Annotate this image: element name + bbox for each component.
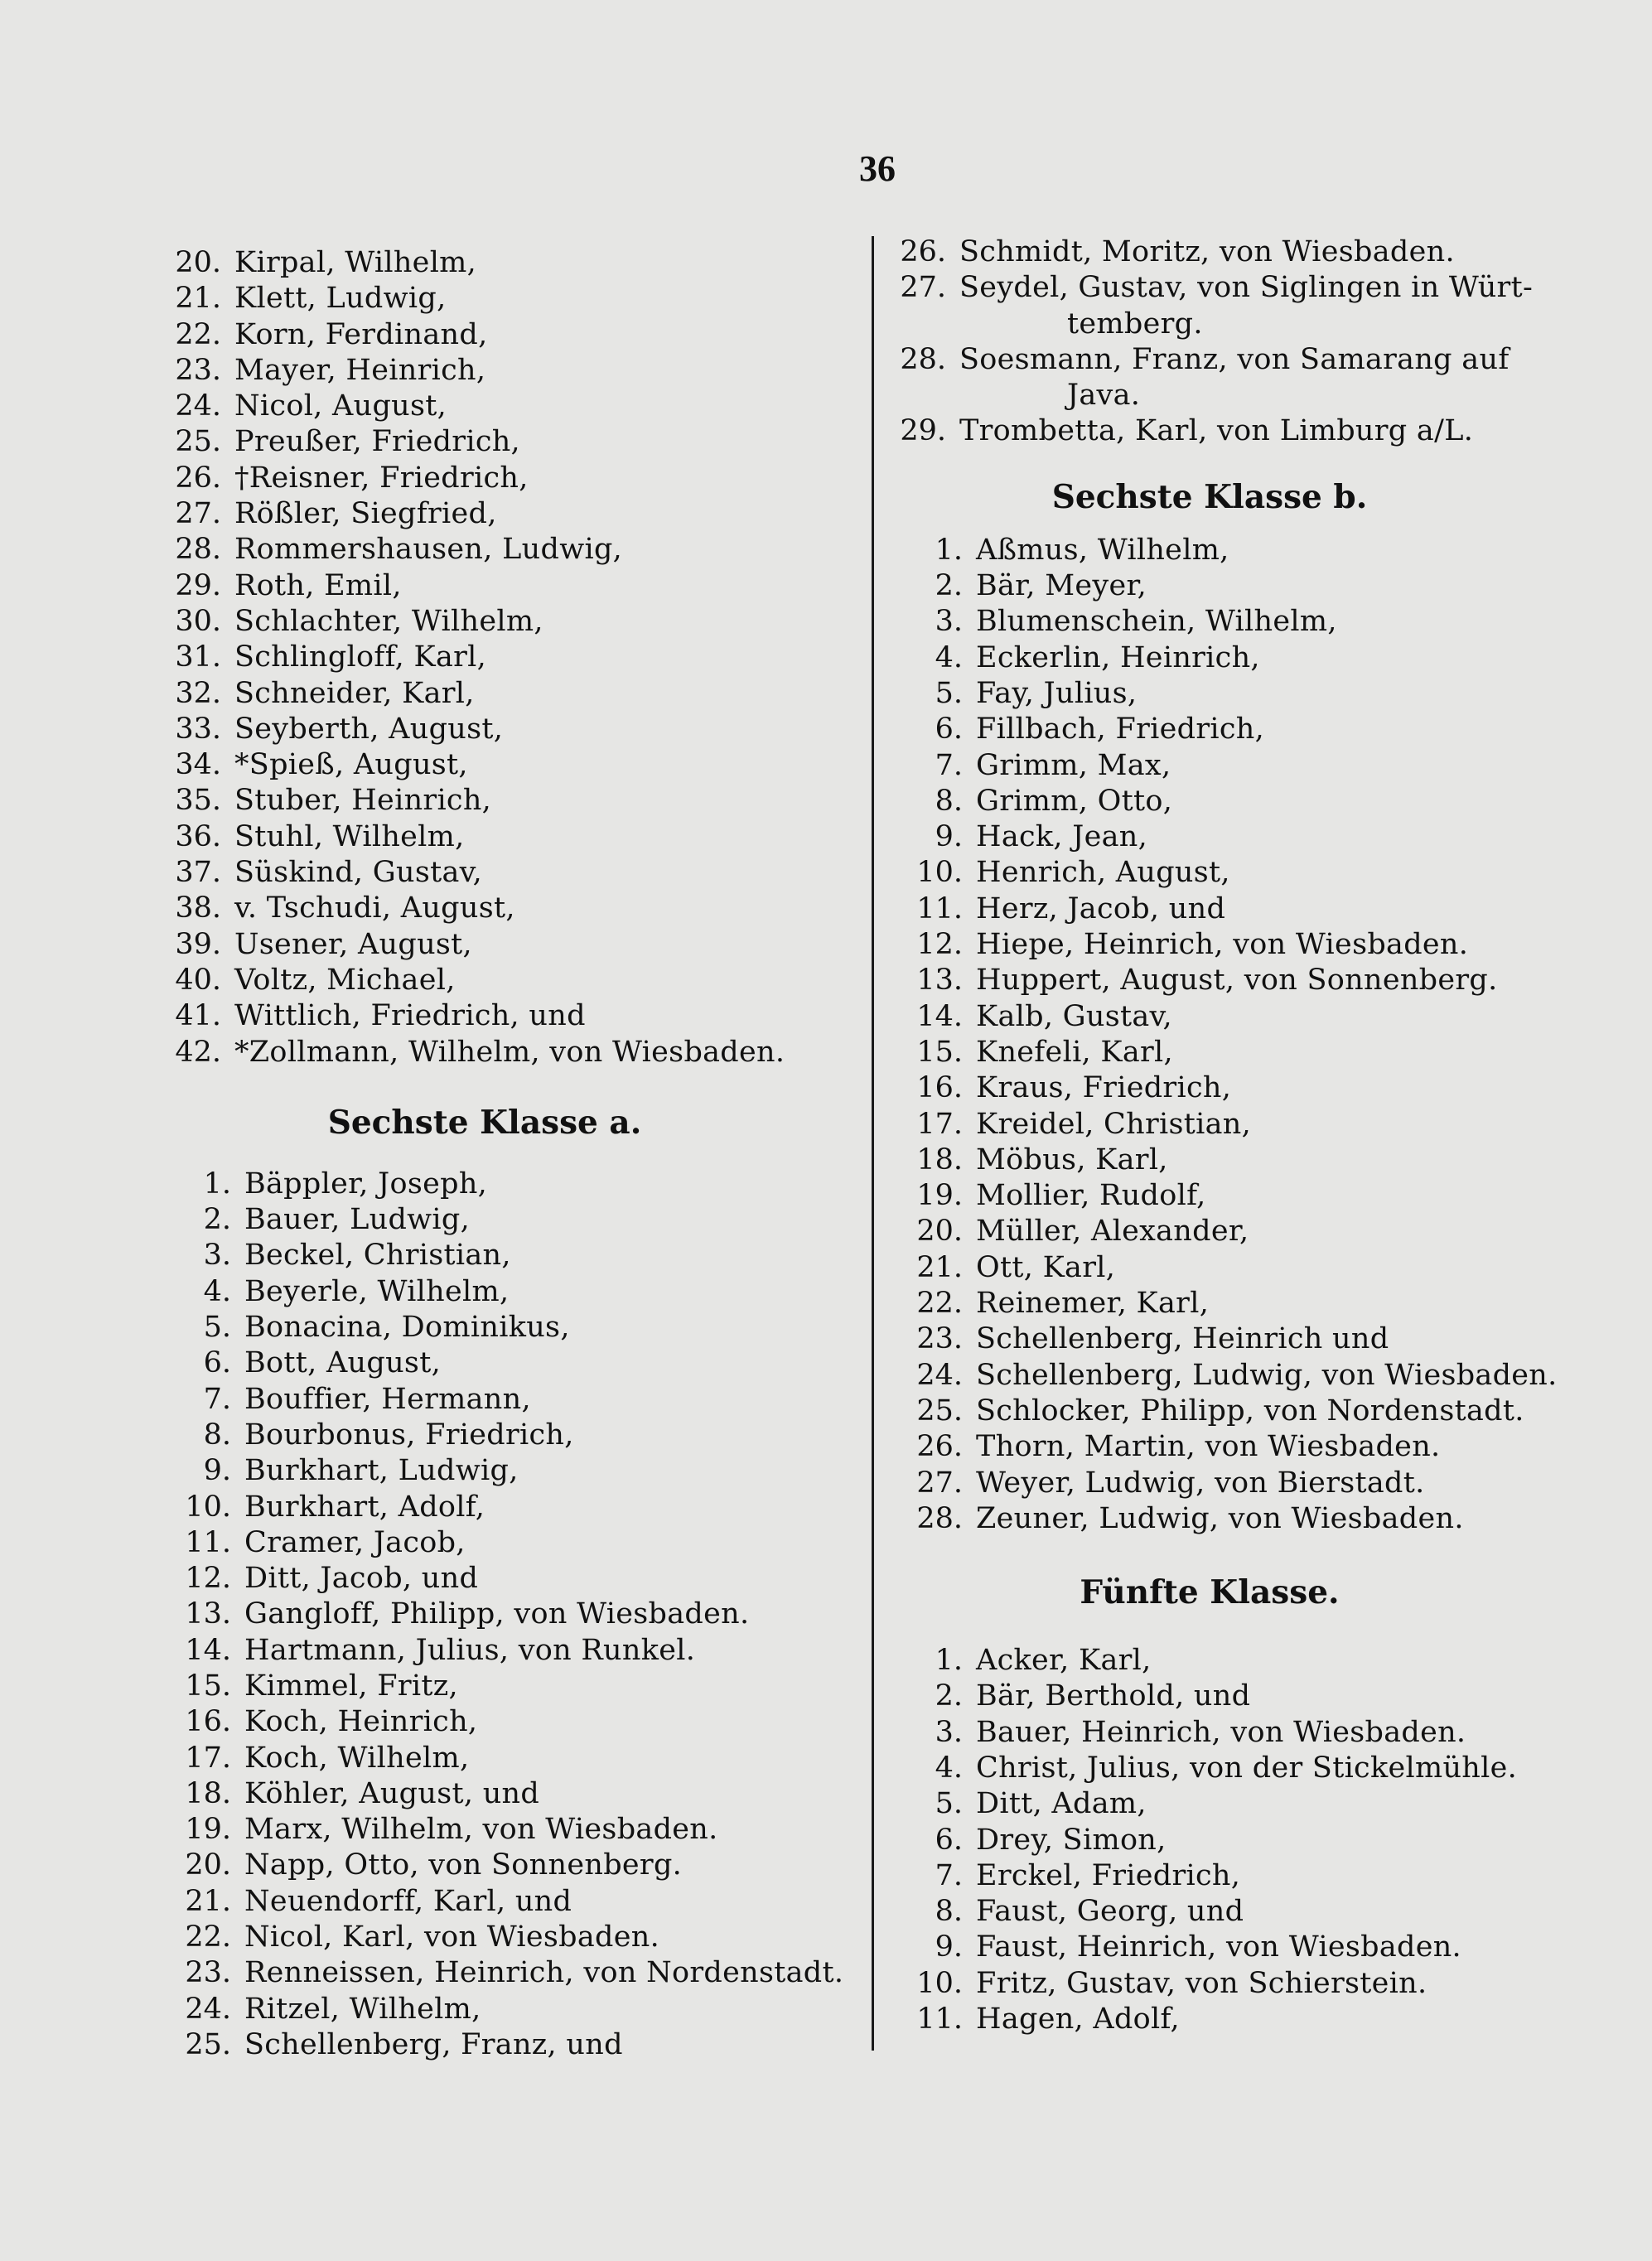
list-item — [911, 676, 1607, 712]
item-name: Bott, August, — [244, 1346, 441, 1380]
item-name: Fay, Julius, — [976, 676, 1138, 710]
item-name: Napp, Otto, von Sonnenberg. — [244, 1848, 683, 1882]
item-number: 3. — [935, 1715, 963, 1749]
section-heading-fuenfte-klasse: Fünfte Klasse. — [1080, 1573, 1340, 1612]
item-number: 16. — [916, 1071, 963, 1105]
item-number: 1. — [203, 1167, 231, 1201]
list-item — [895, 270, 1607, 306]
list-item — [170, 496, 866, 532]
list-item — [180, 1955, 866, 1991]
item-name: *Zollmann, Wilhelm, von Wiesbaden. — [234, 1035, 785, 1069]
list-item — [180, 1633, 866, 1669]
item-number: 14. — [185, 1633, 231, 1667]
item-number: 23. — [185, 1956, 231, 1990]
list-item — [170, 747, 866, 783]
item-name: Java. — [1067, 379, 1141, 413]
item-name: Erckel, Friedrich, — [976, 1858, 1241, 1892]
list-item — [911, 927, 1607, 963]
item-name: Usener, August, — [234, 927, 472, 961]
item-name: Marx, Wilhelm, von Wiesbaden. — [244, 1813, 718, 1847]
item-number: 14. — [916, 999, 963, 1033]
item-name: Schlingloff, Karl, — [234, 640, 487, 674]
item-name: Bär, Meyer, — [976, 569, 1147, 603]
list-item — [170, 712, 866, 747]
item-name: Mayer, Heinrich, — [234, 353, 486, 387]
list-item — [911, 1894, 1607, 1930]
list-item — [180, 1167, 866, 1202]
list-item — [895, 378, 1607, 413]
item-number: 9. — [935, 1930, 963, 1964]
list-item — [170, 568, 866, 604]
item-number: 10. — [916, 856, 963, 890]
item-number: 28. — [175, 533, 221, 567]
list-item — [180, 1704, 866, 1740]
list-item — [911, 1823, 1607, 1858]
list-item — [911, 1178, 1607, 1214]
item-name: Weyer, Ludwig, von Bierstadt. — [976, 1466, 1425, 1500]
item-name: Renneissen, Heinrich, von Nordenstadt. — [244, 1956, 844, 1990]
item-number: 21. — [175, 282, 221, 316]
item-name: Grimm, Otto, — [976, 784, 1173, 818]
item-number: 29. — [175, 568, 221, 602]
item-name: v. Tschudi, August, — [234, 891, 515, 925]
list-item — [895, 342, 1607, 378]
list-item — [911, 1286, 1607, 1321]
item-number: 22. — [185, 1920, 231, 1954]
right-section-5-list — [911, 1643, 1607, 2037]
item-name: Rommershausen, Ludwig, — [234, 533, 623, 567]
list-item — [895, 413, 1607, 449]
list-item — [911, 1358, 1607, 1394]
item-number: 21. — [916, 1250, 963, 1284]
list-item — [911, 784, 1607, 819]
item-name: Koch, Heinrich, — [244, 1705, 478, 1739]
list-item — [180, 1741, 866, 1776]
list-item — [180, 1274, 866, 1310]
item-name: Hagen, Adolf, — [976, 2003, 1180, 2036]
list-item — [911, 568, 1607, 604]
item-number: 2. — [935, 1679, 963, 1713]
list-item — [911, 855, 1607, 891]
list-item — [170, 281, 866, 316]
item-number: 11. — [916, 891, 963, 925]
item-name: Fillbach, Friedrich, — [976, 713, 1265, 746]
item-number: 27. — [900, 271, 946, 305]
list-item — [170, 532, 866, 568]
right-section-b-list — [911, 533, 1607, 1537]
list-item — [170, 317, 866, 353]
item-number: 36. — [175, 819, 221, 853]
item-number: 28. — [916, 1501, 963, 1535]
item-name: Gangloff, Philipp, von Wiesbaden. — [244, 1597, 750, 1631]
item-name: Blumenschein, Wilhelm, — [976, 605, 1337, 639]
item-name: Burkhart, Ludwig, — [244, 1454, 519, 1488]
list-item — [170, 819, 866, 855]
list-item — [911, 1321, 1607, 1357]
item-number: 27. — [916, 1466, 963, 1500]
item-name: Müller, Alexander, — [976, 1215, 1249, 1249]
item-name: Bär, Berthold, und — [976, 1679, 1251, 1713]
item-number: 4. — [935, 1751, 963, 1785]
list-item — [911, 1250, 1607, 1286]
item-name: Neuendorff, Karl, und — [244, 1884, 572, 1918]
item-name: Bauer, Ludwig, — [244, 1203, 471, 1237]
item-name: Süskind, Gustav, — [234, 856, 483, 890]
list-item — [180, 1345, 866, 1381]
item-number: 7. — [203, 1382, 231, 1416]
item-number: 19. — [916, 1179, 963, 1213]
list-item — [170, 245, 866, 281]
item-number: 35. — [175, 784, 221, 818]
item-name: Bauer, Heinrich, von Wiesbaden. — [976, 1715, 1466, 1749]
item-name: Rößler, Siegfried, — [234, 497, 497, 531]
list-item — [911, 1143, 1607, 1178]
item-name: Schlocker, Philipp, von Nordenstadt. — [976, 1394, 1524, 1428]
list-item — [170, 461, 866, 496]
item-number: 5. — [203, 1311, 231, 1345]
item-name: Preußer, Friedrich, — [234, 425, 520, 459]
item-number: 4. — [935, 640, 963, 674]
list-item — [180, 1848, 866, 1883]
list-item — [170, 1035, 866, 1070]
list-item — [170, 963, 866, 998]
item-number: 24. — [175, 389, 221, 423]
list-item — [911, 1070, 1607, 1106]
item-name: Stuhl, Wilhelm, — [234, 819, 465, 853]
item-name: †Reisner, Friedrich, — [234, 461, 529, 495]
section-heading-sechste-klasse-a: Sechste Klasse a. — [327, 1103, 642, 1142]
item-number: 6. — [935, 1823, 963, 1857]
item-number: 25. — [175, 425, 221, 459]
section-heading-sechste-klasse-b: Sechste Klasse b. — [1051, 477, 1368, 516]
item-number: 17. — [916, 1107, 963, 1141]
item-name: Christ, Julius, von der Stickelmühle. — [976, 1751, 1518, 1785]
list-item — [911, 1643, 1607, 1679]
item-name: Drey, Simon, — [976, 1823, 1167, 1857]
item-name: Roth, Emil, — [234, 568, 402, 602]
list-item — [180, 1202, 866, 1238]
list-item — [180, 1418, 866, 1453]
column-rule — [872, 236, 874, 2051]
list-item — [170, 389, 866, 424]
item-number: 8. — [935, 1895, 963, 1929]
item-number: 30. — [175, 604, 221, 638]
item-name: Seyberth, August, — [234, 712, 504, 746]
item-number: 5. — [935, 1787, 963, 1821]
item-name: Reinemer, Karl, — [976, 1287, 1210, 1321]
item-number: 8. — [935, 784, 963, 818]
list-item — [895, 234, 1607, 270]
item-name: Stuber, Heinrich, — [234, 784, 492, 818]
list-item — [911, 1501, 1607, 1537]
item-number: 28. — [900, 342, 946, 376]
item-number: 25. — [916, 1394, 963, 1428]
list-item — [911, 533, 1607, 568]
item-number: 6. — [935, 713, 963, 746]
item-number: 29. — [900, 414, 946, 448]
item-number: 13. — [185, 1597, 231, 1631]
item-number: 22. — [916, 1287, 963, 1321]
item-name: Knefeli, Karl, — [976, 1035, 1173, 1069]
item-number: 39. — [175, 927, 221, 961]
item-name: Ditt, Adam, — [976, 1787, 1147, 1821]
item-number: 31. — [175, 640, 221, 674]
item-name: Schmidt, Moritz, von Wiesbaden. — [959, 235, 1455, 268]
item-number: 12. — [916, 928, 963, 962]
item-name: Schellenberg, Ludwig, von Wiesbaden. — [976, 1358, 1558, 1392]
item-name: Ritzel, Wilhelm, — [244, 1992, 481, 2026]
item-name: Voltz, Michael, — [234, 963, 456, 997]
item-number: 10. — [916, 1966, 963, 2000]
list-item — [170, 424, 866, 460]
item-name: Zeuner, Ludwig, von Wiesbaden. — [976, 1501, 1464, 1535]
item-name: Mollier, Rudolf, — [976, 1179, 1206, 1213]
item-name: temberg. — [1067, 307, 1203, 341]
list-item — [911, 1930, 1607, 1965]
item-name: Kreidel, Christian, — [976, 1107, 1252, 1141]
right-column — [895, 234, 1607, 2037]
item-number: 9. — [203, 1454, 231, 1488]
item-name: Fritz, Gustav, von Schierstein. — [976, 1966, 1427, 2000]
item-number: 3. — [935, 605, 963, 639]
list-item — [911, 640, 1607, 676]
item-name: Seydel, Gustav, von Siglingen in Würt- — [959, 271, 1534, 305]
item-name: Kalb, Gustav, — [976, 999, 1172, 1033]
item-number: 26. — [175, 461, 221, 495]
list-item — [170, 640, 866, 675]
item-number: 40. — [175, 963, 221, 997]
list-item — [180, 1310, 866, 1345]
list-item — [911, 891, 1607, 927]
list-item — [911, 1035, 1607, 1070]
item-number: 15. — [916, 1035, 963, 1069]
item-number: 6. — [203, 1346, 231, 1380]
left-list-top — [170, 245, 866, 1070]
item-number: 34. — [175, 748, 221, 782]
item-name: Huppert, August, von Sonnenberg. — [976, 964, 1498, 998]
item-name: Kimmel, Fritz, — [244, 1669, 458, 1703]
item-name: Faust, Heinrich, von Wiesbaden. — [976, 1930, 1461, 1964]
list-item — [180, 1525, 866, 1561]
item-name: *Spieß, August, — [234, 748, 468, 782]
list-item — [180, 1597, 866, 1632]
item-number: 18. — [185, 1776, 231, 1810]
item-name: Eckerlin, Heinrich, — [976, 640, 1260, 674]
item-name: Hiepe, Heinrich, von Wiesbaden. — [976, 928, 1469, 962]
item-number: 8. — [203, 1418, 231, 1452]
item-name: Köhler, August, und — [244, 1776, 540, 1810]
item-name: Beyerle, Wilhelm, — [244, 1274, 510, 1308]
list-item — [180, 1776, 866, 1812]
item-name: Acker, Karl, — [976, 1644, 1152, 1678]
item-number: 15. — [185, 1669, 231, 1703]
item-number: 17. — [185, 1741, 231, 1775]
item-number: 20. — [185, 1848, 231, 1882]
list-item — [911, 1679, 1607, 1714]
item-name: Korn, Ferdinand, — [234, 317, 488, 351]
list-item — [911, 1715, 1607, 1751]
list-item — [895, 307, 1607, 342]
page-number: 36 — [859, 148, 896, 189]
item-number: 7. — [935, 1858, 963, 1892]
list-item — [180, 1812, 866, 1848]
item-number: 26. — [916, 1430, 963, 1464]
list-item — [180, 2027, 866, 2063]
item-number: 24. — [185, 1992, 231, 2026]
item-name: Ott, Karl, — [976, 1250, 1116, 1284]
item-number: 19. — [185, 1813, 231, 1847]
item-number: 3. — [203, 1239, 231, 1273]
list-item — [911, 1786, 1607, 1822]
item-name: Klett, Ludwig, — [234, 282, 447, 316]
left-column — [170, 245, 866, 2063]
item-name: Aßmus, Wilhelm, — [976, 533, 1229, 567]
list-item — [180, 1992, 866, 2027]
item-name: Henrich, August, — [976, 856, 1230, 890]
item-number: 42. — [175, 1035, 221, 1069]
item-number: 9. — [935, 820, 963, 854]
item-name: Möbus, Karl, — [976, 1143, 1168, 1176]
list-item — [911, 1394, 1607, 1429]
item-number: 11. — [185, 1525, 231, 1559]
item-number: 33. — [175, 712, 221, 746]
left-section-list — [180, 1167, 866, 2063]
list-item — [180, 1561, 866, 1597]
item-name: Soesmann, Franz, von Samarang auf — [959, 342, 1510, 376]
item-number: 12. — [185, 1562, 231, 1596]
list-item — [180, 1490, 866, 1525]
item-number: 5. — [935, 676, 963, 710]
list-item — [170, 855, 866, 891]
list-item — [911, 2002, 1607, 2037]
item-name: Hartmann, Julius, von Runkel. — [244, 1633, 696, 1667]
list-item — [170, 891, 866, 926]
list-item — [911, 819, 1607, 855]
item-number: 7. — [935, 748, 963, 782]
list-item — [180, 1453, 866, 1489]
item-number: 32. — [175, 676, 221, 710]
item-number: 27. — [175, 497, 221, 531]
item-number: 13. — [916, 964, 963, 998]
item-number: 23. — [916, 1322, 963, 1356]
list-item — [911, 1751, 1607, 1786]
item-number: 37. — [175, 856, 221, 890]
item-name: Beckel, Christian, — [244, 1239, 511, 1273]
item-number: 25. — [185, 2027, 231, 2061]
item-name: Faust, Georg, und — [976, 1895, 1244, 1929]
item-name: Schlachter, Wilhelm, — [234, 604, 543, 638]
item-name: Nicol, August, — [234, 389, 447, 423]
list-item — [170, 783, 866, 819]
item-number: 2. — [203, 1203, 231, 1237]
item-name: Schellenberg, Franz, und — [244, 2027, 623, 2061]
item-number: 26. — [900, 235, 946, 268]
item-number: 1. — [935, 533, 963, 567]
item-number: 18. — [916, 1143, 963, 1176]
item-name: Trombetta, Karl, von Limburg a/L. — [959, 414, 1474, 448]
list-item — [911, 1858, 1607, 1894]
item-number: 22. — [175, 317, 221, 351]
list-item — [170, 927, 866, 963]
item-number: 38. — [175, 891, 221, 925]
item-name: Ditt, Jacob, und — [244, 1562, 479, 1596]
list-item — [170, 604, 866, 640]
item-name: Koch, Wilhelm, — [244, 1741, 470, 1775]
list-item — [911, 963, 1607, 998]
list-item — [180, 1884, 866, 1920]
right-list-top — [895, 234, 1607, 450]
list-item — [180, 1382, 866, 1418]
item-number: 1. — [935, 1644, 963, 1678]
list-item — [911, 1429, 1607, 1465]
item-number: 16. — [185, 1705, 231, 1739]
item-name: Wittlich, Friedrich, und — [234, 999, 586, 1033]
item-name: Bonacina, Dominikus, — [244, 1311, 570, 1345]
list-item — [911, 1966, 1607, 2002]
list-item — [170, 353, 866, 389]
item-number: 11. — [916, 2003, 963, 2036]
item-name: Schneider, Karl, — [234, 676, 475, 710]
item-name: Kirpal, Wilhelm, — [234, 246, 477, 279]
list-item — [911, 712, 1607, 747]
item-name: Thorn, Martin, von Wiesbaden. — [976, 1430, 1441, 1464]
item-name: Bouffier, Hermann, — [244, 1382, 531, 1416]
list-item — [911, 1214, 1607, 1249]
list-item — [911, 1466, 1607, 1501]
list-item — [911, 604, 1607, 640]
item-number: 20. — [916, 1215, 963, 1249]
item-number: 41. — [175, 999, 221, 1033]
item-name: Schellenberg, Heinrich und — [976, 1322, 1389, 1356]
item-name: Nicol, Karl, von Wiesbaden. — [244, 1920, 660, 1954]
item-name: Grimm, Max, — [976, 748, 1171, 782]
item-number: 10. — [185, 1490, 231, 1524]
item-name: Hack, Jean, — [976, 820, 1148, 854]
item-name: Kraus, Friedrich, — [976, 1071, 1232, 1105]
item-name: Herz, Jacob, und — [976, 891, 1226, 925]
item-number: 24. — [916, 1358, 963, 1392]
item-number: 4. — [203, 1274, 231, 1308]
list-item — [170, 676, 866, 712]
item-name: Cramer, Jacob, — [244, 1525, 466, 1559]
list-item — [170, 998, 866, 1034]
list-item — [911, 748, 1607, 784]
item-name: Bäppler, Joseph, — [244, 1167, 488, 1201]
item-name: Burkhart, Adolf, — [244, 1490, 485, 1524]
list-item — [180, 1669, 866, 1704]
list-item — [911, 1107, 1607, 1143]
item-number: 23. — [175, 353, 221, 387]
item-number: 20. — [175, 246, 221, 279]
list-item — [911, 999, 1607, 1035]
list-item — [180, 1238, 866, 1273]
list-item — [180, 1920, 866, 1955]
item-number: 2. — [935, 569, 963, 603]
item-name: Bourbonus, Friedrich, — [244, 1418, 574, 1452]
item-number: 21. — [185, 1884, 231, 1918]
